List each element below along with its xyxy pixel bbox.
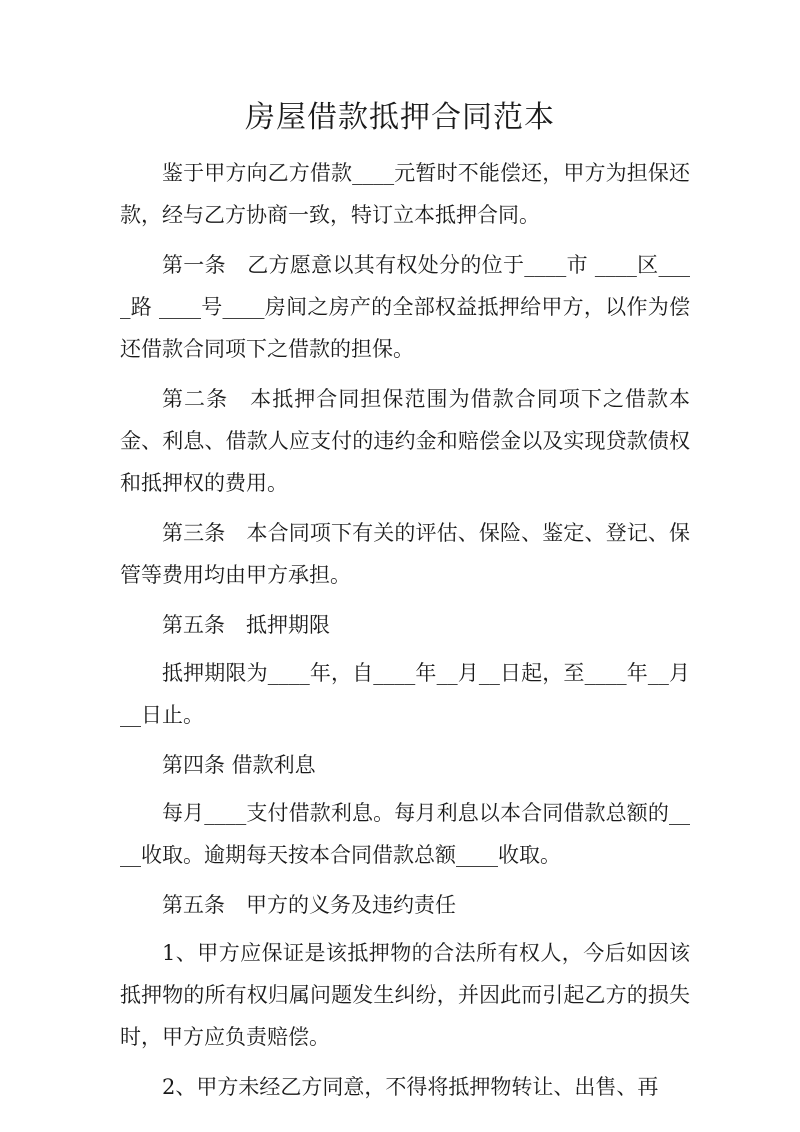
paragraph-preamble: 鉴于甲方向乙方借款____元暂时不能偿还，甲方为担保还款，经与乙方协商一致，特订立本抵押合同。 — [120, 161, 690, 227]
paragraph-mortgage-term: 抵押期限为____年，自____年__月__日起，至____年__月__日止。 — [120, 661, 690, 727]
document-body — [120, 152, 690, 1116]
heading-mortgage-term: 第五条 抵押期限 — [162, 613, 330, 637]
paragraph-article-3: 第三条 本合同项下有关的评估、保险、鉴定、登记、保管等费用均由甲方承担。 — [120, 521, 690, 587]
paragraph-obligation-1: 1、甲方应保证是该抵押物的合法所有权人，今后如因该抵押物的所有权归属问题发生纠纷，并因此而引起乙方的损失时，甲方应负责赔偿。 — [120, 941, 690, 1049]
paragraph-loan-interest: 每月____支付借款利息。每月利息以本合同借款总额的____收取。逾期每天按本合同借款总额____收取。 — [120, 801, 690, 867]
paragraph-obligation-2: 2、甲方未经乙方同意，不得将抵押物转让、出售、再 — [162, 1075, 659, 1099]
heading-party-a-obligations: 第五条 甲方的义务及违约责任 — [162, 893, 456, 917]
heading-loan-interest: 第四条 借款利息 — [162, 753, 316, 777]
paragraph-article-1: 第一条 乙方愿意以其有权处分的位于____市 ____区____路 ____号____房间之房产的全部权益抵押给甲方，以作为偿还借款合同项下之借款的担保。 — [120, 253, 690, 361]
document-title: 房屋借款抵押合同范本 — [245, 100, 555, 135]
paragraph-article-2: 第二条 本抵押合同担保范围为借款合同项下之借款本金、利息、借款人应支付的违约金和赔偿金以及实现贷款债权和抵押权的费用。 — [120, 387, 690, 495]
